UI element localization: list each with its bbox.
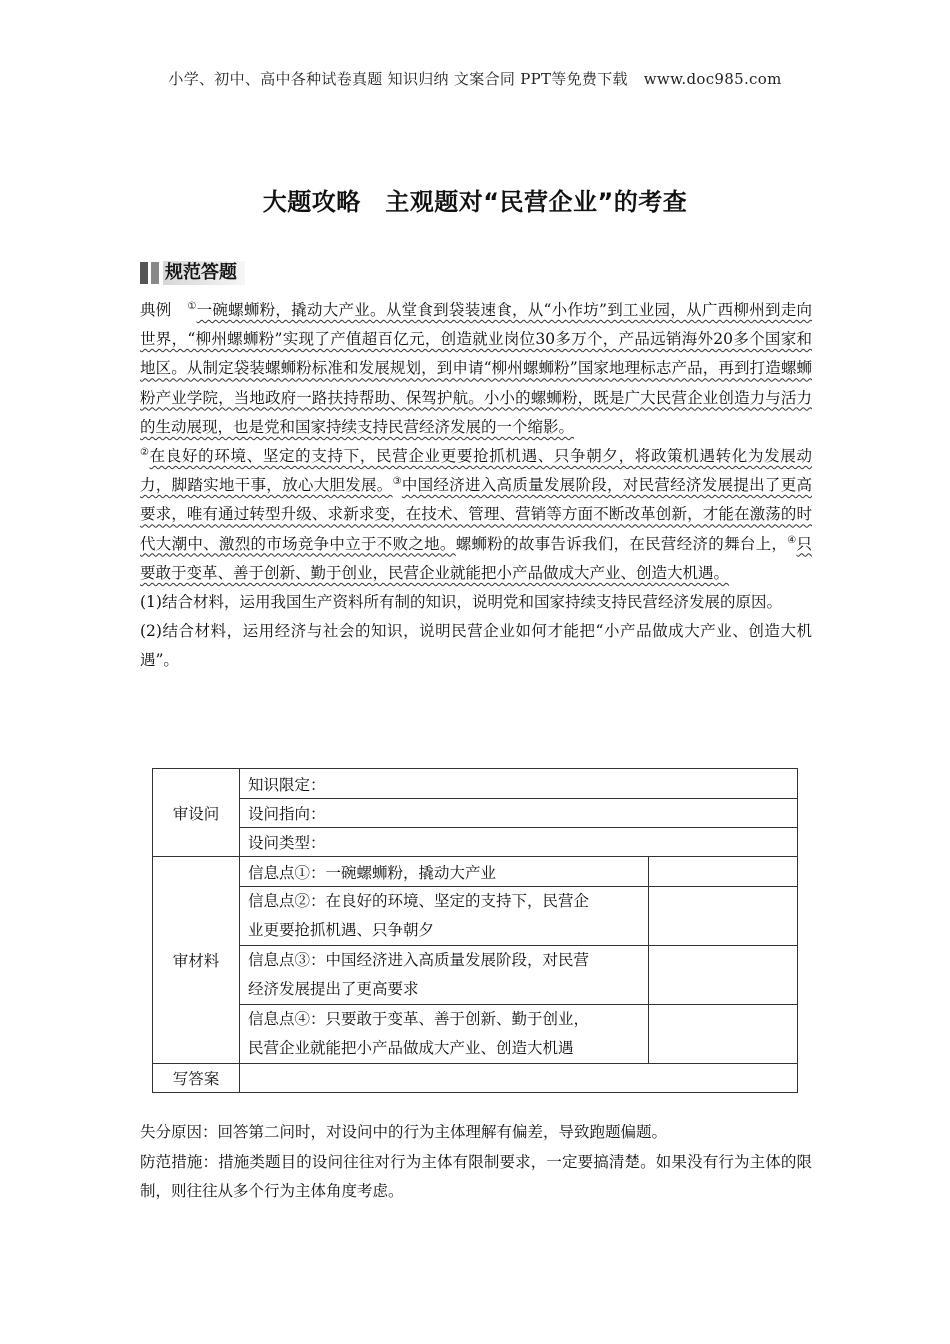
info-point-2-line2: 业更要抢抓机遇、只争朝夕 (248, 921, 435, 939)
material-segment-3: 中国经济进入高质量发展阶段，对民营经济发展提出了更高要求，唯有通过转型升级、求新求变，在技术、管理、营销等方面不断改革创新，才能在激荡的时代大潮中、激烈的市场竞争中立于不败之地。 (140, 476, 812, 553)
info-point-2 (240, 887, 649, 946)
passage (140, 296, 812, 676)
answer-field[interactable] (240, 1064, 798, 1093)
info-point-4 (240, 1005, 649, 1064)
section-marker-icon-2 (151, 262, 159, 284)
info-point-1: 信息点①：一碗螺蛳粉，撬动大产业 (240, 857, 649, 887)
prevention-measure: 防范措施：措施类题目的设问往往对行为主体有限制要求，一定要搞清楚。如果没有行为主体的限制，则往往从多个行为主体角度考虑。 (140, 1152, 812, 1200)
material-segment-4: 只要敢于变革、善于创新、勤于创业，民营企业就能把小产品做成大产业、创造大机遇。 (140, 534, 812, 582)
passage-paragraph (140, 442, 812, 588)
marker-3: ③ (392, 476, 402, 488)
row-header-shen-cailiao: 审材料 (153, 857, 240, 1064)
page-title: 大题攻略 主观题对“民营企业”的考查 (262, 188, 688, 216)
section-heading (140, 260, 245, 286)
info-point-3 (240, 946, 649, 1005)
row-header-shen-she-wen: 审设问 (153, 769, 240, 857)
header-url[interactable]: www.doc985.com (643, 70, 782, 88)
header-ad-text: 小学、初中、高中各种试卷真题 知识归纳 文案合同 PPT等免费下载 (168, 70, 628, 88)
page-header (0, 68, 950, 89)
passage-lead: 典例 (140, 301, 188, 319)
info-point-2-line1: 信息点②：在良好的环境、坚定的支持下，民营企 (248, 892, 590, 910)
question-type-field[interactable]: 设问类型： (240, 828, 798, 857)
info-answer-4[interactable] (649, 1005, 798, 1064)
material-segment-2: 在良好的环境、坚定的支持下，民营企业更要抢抓机遇、只争朝夕，将政策机遇转化为发展动力，脚踏实地干事，放心大胆发展。 (140, 447, 812, 495)
info-point-3-line2: 经济发展提出了更高要求 (248, 980, 419, 998)
marker-2: ② (140, 446, 150, 458)
info-answer-3[interactable] (649, 946, 798, 1005)
section-marker-icon (140, 262, 148, 284)
question-2: (2)结合材料，运用经济与社会的知识，说明民营企业如何才能把“小产品做成大产业、创造大机遇”。 (140, 622, 812, 670)
marker-1: ① (187, 300, 197, 312)
info-point-4-line1: 信息点④：只要敢于变革、善于创新、勤于创业， (248, 1010, 590, 1028)
loss-reason: 失分原因：回答第二问时，对设问中的行为主体理解有偏差，导致跑题偏题。 (140, 1123, 668, 1141)
info-answer-1[interactable] (649, 857, 798, 887)
material-segment-1: 一碗螺蛳粉，撬动大产业。从堂食到袋装速食，从“小作坊”到工业园，从广西柳州到走向世界，“柳州螺蛳粉”实现了产值超百亿元，创造就业岗位30多万个，产品远销海外20多个国家和地区。从制定袋装螺蛳粉标准和发展规划，到申请“柳州螺蛳粉”国家地理标志产品，再到打造螺蛳粉产业学院，当地政府一路扶持帮助、保驾护航。小小的螺蛳粉，既是广大民营企业创造力与活力的生动展现，也是党和国家持续支持民营经济发展的一个缩影。 (140, 301, 813, 436)
material-connector: 螺蛳粉的故事告诉我们，在民营经济的舞台上， (455, 534, 788, 553)
question-1: (1)结合材料，运用我国生产资料所有制的知识，说明党和国家持续支持民营经济发展的原因。 (140, 593, 782, 612)
notes (140, 1118, 812, 1207)
marker-4: ④ (787, 534, 797, 546)
info-point-3-line1: 信息点③：中国经济进入高质量发展阶段，对民营 (248, 951, 590, 969)
section-label: 规范答题 (163, 261, 245, 285)
knowledge-limit-field[interactable]: 知识限定： (240, 769, 798, 799)
question-direction-field[interactable]: 设问指向： (240, 799, 798, 828)
analysis-table (152, 768, 798, 1093)
info-point-4-line2: 民营企业就能把小产品做成大产业、创造大机遇 (248, 1039, 574, 1057)
passage-paragraph (140, 296, 812, 442)
info-answer-2[interactable] (649, 887, 798, 946)
row-header-xie-daan: 写答案 (153, 1064, 240, 1093)
